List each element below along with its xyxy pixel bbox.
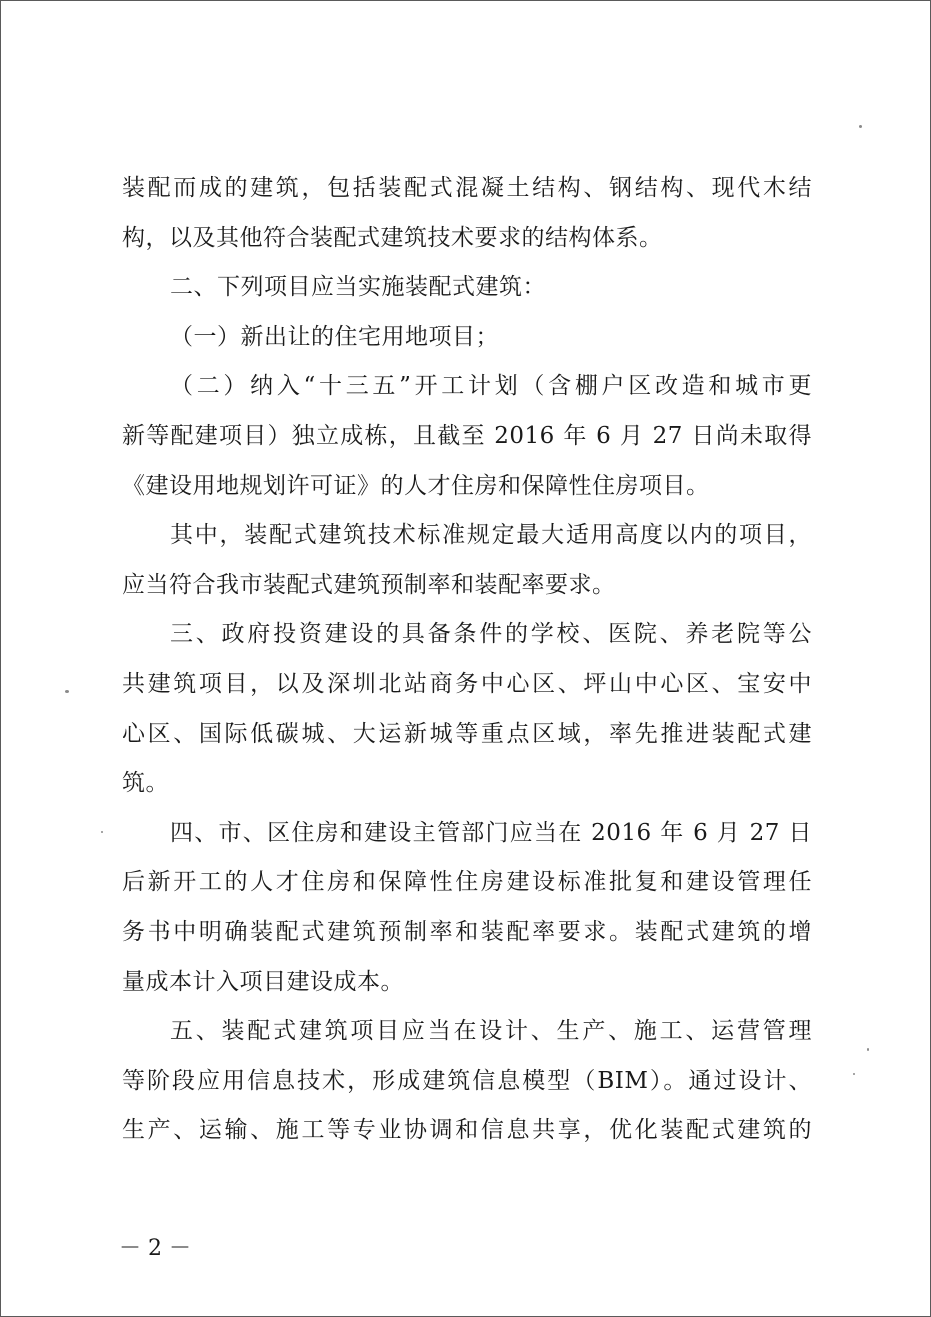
scan-speck <box>853 1073 855 1075</box>
text-line: 等阶段应用信息技术，形成建筑信息模型（BIM）。通过设计、 <box>122 1067 812 1094</box>
text-line: 《建设用地规划许可证》的人才住房和保障性住房项目。 <box>122 472 710 499</box>
text-line: 装配而成的建筑，包括装配式混凝土结构、钢结构、现代木结 <box>122 175 812 201</box>
page-number: － 2 － <box>119 1236 191 1261</box>
text-line: 筑。 <box>122 770 169 797</box>
text-line: 共建筑项目，以及深圳北站商务中心区、坪山中心区、宝安中 <box>122 670 812 697</box>
text-line: 量成本计入项目建设成本。 <box>122 968 404 995</box>
scan-speck <box>867 1048 869 1051</box>
list-item-1: （一）新出让的住宅用地项目； <box>170 323 499 350</box>
section-heading-4: 四、市、区住房和建设主管部门应当在 2016 年 6 月 27 日 <box>170 819 812 846</box>
paragraph-start: 其中，装配式建筑技术标准规定最大适用高度以内的项目， <box>170 522 812 549</box>
text-line: 后新开工的人才住房和保障性住房建设标准批复和建设管理任 <box>122 869 812 896</box>
text-line: 务书中明确装配式建筑预制率和装配率要求。装配式建筑的增 <box>122 918 812 945</box>
list-item-2: （二）纳入“十三五”开工计划（含棚户区改造和城市更 <box>170 373 812 400</box>
section-heading-5: 五、装配式建筑项目应当在设计、生产、施工、运营管理 <box>170 1018 812 1045</box>
scan-speck <box>101 831 103 833</box>
text-line: 应当符合我市装配式建筑预制率和装配率要求。 <box>122 571 616 598</box>
text-line: 心区、国际低碳城、大运新城等重点区域，率先推进装配式建 <box>122 720 812 747</box>
scan-speck <box>859 125 862 128</box>
section-heading-3: 三、政府投资建设的具备条件的学校、医院、养老院等公 <box>170 621 812 648</box>
text-line: 构，以及其他符合装配式建筑技术要求的结构体系。 <box>122 224 663 251</box>
section-heading-2: 二、下列项目应当实施装配式建筑： <box>170 274 546 301</box>
text-line: 新等配建项目）独立成栋，且截至 2016 年 6 月 27 日尚未取得 <box>122 422 812 449</box>
document-body <box>122 164 812 1156</box>
scan-speck <box>65 690 69 693</box>
text-line: 生产、运输、施工等专业协调和信息共享，优化装配式建筑的 <box>122 1117 812 1144</box>
